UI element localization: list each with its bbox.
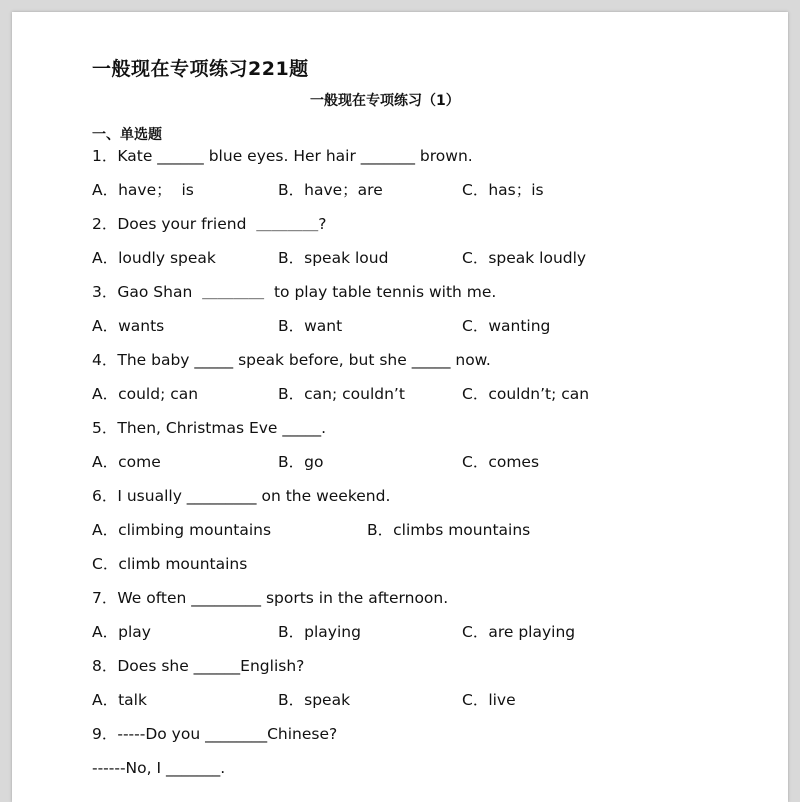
question-9-reply: ------No, I _______.	[92, 759, 226, 777]
option-3b: B．want	[278, 317, 343, 335]
option-2b: B．speak loud	[278, 249, 389, 267]
option-4b: B．can; couldn’t	[278, 385, 405, 403]
section-heading: 一、单选题	[92, 127, 162, 143]
option-4c: C．couldn’t; can	[462, 385, 590, 403]
question-4: 4．The baby _____ speak before, but she _____ now.	[92, 351, 491, 369]
option-1a: A．have； is	[92, 181, 194, 199]
option-3a: A．wants	[92, 317, 165, 335]
option-7c: C．are playing	[462, 623, 576, 641]
document-title: 一般现在专项练习221题	[92, 58, 309, 80]
option-1c: C．has；is	[462, 181, 544, 199]
option-7b: B．playing	[278, 623, 361, 641]
option-5a: A．come	[92, 453, 161, 471]
option-6a: A．climbing mountains	[92, 521, 272, 539]
question-7: 7．We often _________ sports in the afternoon.	[92, 589, 449, 607]
option-8b: B．speak	[278, 691, 351, 709]
option-3c: C．wanting	[462, 317, 551, 335]
option-7a: A．play	[92, 623, 151, 641]
option-1b: B．have；are	[278, 181, 383, 199]
option-5b: B．go	[278, 453, 324, 471]
document-page	[12, 12, 788, 802]
option-6b: B．climbs mountains	[367, 521, 531, 539]
option-6c: C．climb mountains	[92, 555, 248, 573]
question-6: 6．I usually _________ on the weekend.	[92, 487, 391, 505]
option-4a: A．could; can	[92, 385, 199, 403]
option-8a: A．talk	[92, 691, 147, 709]
question-5: 5．Then, Christmas Eve _____.	[92, 419, 327, 437]
document-subtitle: 一般现在专项练习（1）	[310, 93, 460, 109]
question-9: 9．-----Do you ________Chinese?	[92, 725, 338, 743]
question-1: 1．Kate ______ blue eyes. Her hair _______ brown.	[92, 147, 473, 165]
question-8: 8．Does she ______English?	[92, 657, 305, 675]
question-2: 2．Does your friend ＿＿＿＿?	[92, 215, 327, 233]
option-8c: C．live	[462, 691, 516, 709]
question-3: 3．Gao Shan ＿＿＿＿ to play table tennis with me.	[92, 283, 497, 301]
option-2c: C．speak loudly	[462, 249, 587, 267]
option-5c: C．comes	[462, 453, 540, 471]
option-2a: A．loudly speak	[92, 249, 216, 267]
